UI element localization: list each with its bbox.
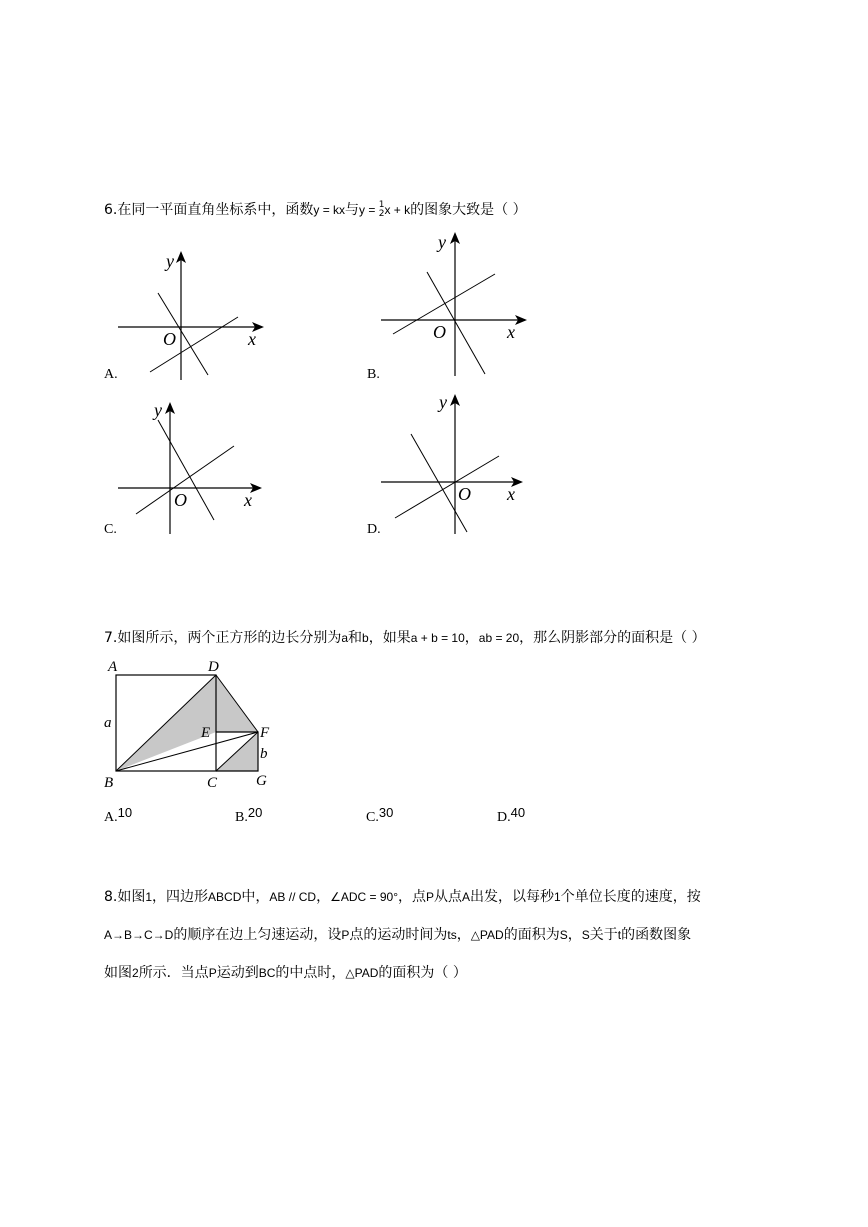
label-g-point: G xyxy=(256,773,267,789)
q8-text: 个单位长度的速度，按 xyxy=(560,889,701,905)
label-a-side: a xyxy=(104,715,112,731)
x-label: x xyxy=(507,322,515,342)
q6-text: 6.在同一平面直角坐标系中，函数 xyxy=(104,202,314,218)
q8-text: 8.如图 xyxy=(104,889,146,905)
graph-c xyxy=(110,398,280,548)
origin-label: O xyxy=(163,329,176,349)
option-value: 20 xyxy=(247,805,263,820)
q8-text: 如图 xyxy=(104,965,132,981)
origin-label: O xyxy=(433,322,446,342)
q8-point-a: A xyxy=(462,890,471,904)
option-7c[interactable] xyxy=(366,805,393,826)
q8-text: ， xyxy=(316,889,331,905)
q6-func1: y = kx xyxy=(313,203,346,217)
question-7-stem xyxy=(104,628,706,648)
q8-text: 所示．当点 xyxy=(138,965,209,981)
q8-text: 点的运动时间为 xyxy=(349,927,448,943)
q7-cond-pre: ，如果 xyxy=(368,630,411,646)
q8-text: 的顺序在边上匀速运动，设 xyxy=(173,927,342,943)
q8-parallel: AB // CD xyxy=(269,890,317,904)
option-7a[interactable] xyxy=(104,805,132,826)
x-label: x xyxy=(244,490,252,510)
q7-and: 和 xyxy=(348,630,363,646)
label-f-point: F xyxy=(260,725,270,741)
q8-text: 中， xyxy=(241,889,270,905)
q6-suffix: 的图象大致是（ ） xyxy=(410,202,527,218)
q8-point-p: P xyxy=(341,928,350,942)
q8-s: S xyxy=(581,928,590,942)
q7-cond1: a + b = 10 xyxy=(410,631,465,645)
q8-angle: ∠ADC = 90° xyxy=(330,890,398,904)
q8-text: ，四边形 xyxy=(152,889,209,905)
q7-var-b: b xyxy=(362,631,369,645)
q6-frac-num: 1 xyxy=(378,200,385,210)
option-6a[interactable]: A. xyxy=(104,367,118,382)
q7-cond2: ab = 20 xyxy=(478,631,520,645)
q8-t: t xyxy=(617,928,622,942)
q8-abcd: ABCD xyxy=(208,890,242,904)
q8-text: 关于 xyxy=(589,927,618,943)
q8-one: 1 xyxy=(554,890,561,904)
q8-fig2: 2 xyxy=(132,966,139,980)
x-label: x xyxy=(507,484,515,504)
option-7d[interactable] xyxy=(497,805,525,826)
q7-suffix: ，那么阴影部分的面积是（ ） xyxy=(519,630,706,646)
option-letter: D. xyxy=(497,810,511,825)
q6-mid: 与 xyxy=(345,202,360,218)
origin-label: O xyxy=(174,490,187,510)
q8-text: 运动到 xyxy=(216,965,259,981)
graph-b xyxy=(375,228,545,378)
y-label: y xyxy=(166,251,174,271)
q8-point-p: P xyxy=(426,890,435,904)
question-8-line-1 xyxy=(104,887,701,907)
label-b-side: b xyxy=(260,746,268,762)
q8-text: 的面积为 xyxy=(503,927,560,943)
label-a-point: A xyxy=(108,659,118,675)
question-8-line-2 xyxy=(104,925,691,945)
label-c-point: C xyxy=(207,775,218,791)
q8-triangle: △PAD xyxy=(470,928,504,942)
label-e-point: E xyxy=(201,725,211,741)
option-letter: C. xyxy=(366,810,379,825)
q8-ts: ts xyxy=(447,928,457,942)
q8-triangle: △PAD xyxy=(345,966,379,980)
q8-text: 从点 xyxy=(434,889,463,905)
x-label: x xyxy=(248,329,256,349)
q8-path: A→B→C→D xyxy=(104,928,174,942)
q8-text: ， xyxy=(567,927,582,943)
label-d-point: D xyxy=(208,659,219,675)
q6-func2-post: x + k xyxy=(384,203,411,217)
option-6c[interactable]: C. xyxy=(104,522,117,537)
q8-text: 的中点时， xyxy=(275,965,346,981)
option-value: 30 xyxy=(378,805,394,820)
q8-fig1: 1 xyxy=(145,890,153,904)
q6-func2-pre: y = xyxy=(359,203,379,217)
line-decreasing xyxy=(411,434,467,532)
q8-text: ，点 xyxy=(398,889,426,905)
graph-a xyxy=(110,245,280,385)
y-label: y xyxy=(439,392,447,412)
q8-s: S xyxy=(559,928,568,942)
option-6b[interactable]: B. xyxy=(367,367,380,382)
label-b-point: B xyxy=(104,775,114,791)
q7-sep: ， xyxy=(464,630,479,646)
q8-text: 的面积为（ ） xyxy=(378,965,467,981)
q6-frac-den: 2 xyxy=(378,209,385,219)
y-label: y xyxy=(438,232,446,252)
question-8-line-3 xyxy=(104,963,467,983)
q7-var-a: a xyxy=(341,631,349,645)
origin-label: O xyxy=(458,484,471,504)
q8-text: 的函数图象 xyxy=(621,927,692,943)
question-6-stem xyxy=(104,200,527,220)
line-increasing xyxy=(395,456,499,518)
option-letter: A. xyxy=(104,810,118,825)
option-value: 40 xyxy=(510,805,526,820)
q8-bc: BC xyxy=(258,966,276,980)
q8-point-p: P xyxy=(208,966,217,980)
option-letter: B. xyxy=(235,810,248,825)
q8-text: 出发，以每秒 xyxy=(470,889,555,905)
graph-d xyxy=(375,390,545,540)
squares-figure xyxy=(100,655,280,795)
q7-text: 7.如图所示，两个正方形的边长分别为 xyxy=(104,630,342,646)
option-value: 10 xyxy=(117,805,133,820)
y-label: y xyxy=(154,400,162,420)
option-7b[interactable] xyxy=(235,805,262,826)
q8-text: ， xyxy=(456,927,471,943)
option-6d[interactable]: D. xyxy=(367,522,381,537)
